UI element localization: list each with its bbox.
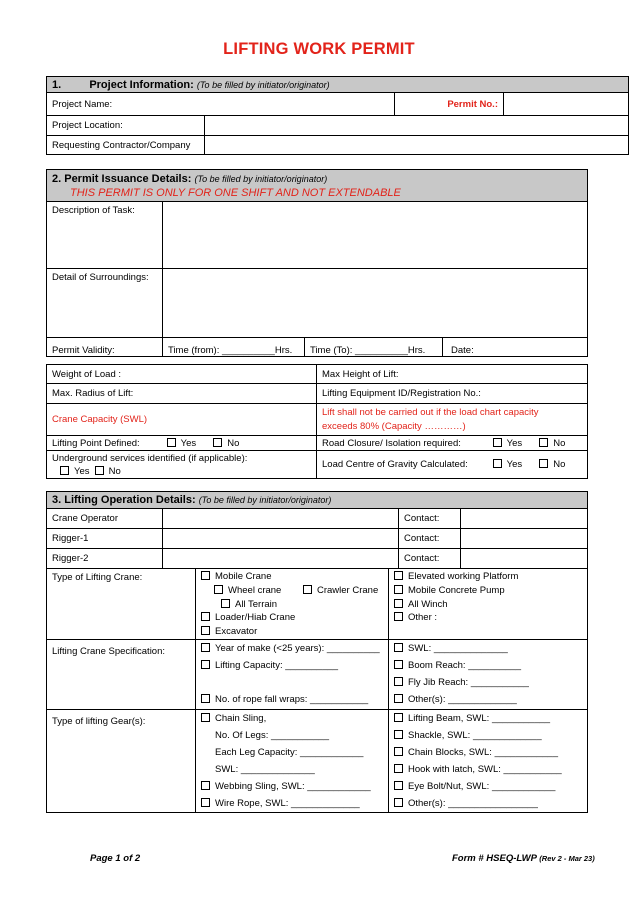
each-leg-field[interactable]: Each Leg Capacity: ____________ bbox=[215, 746, 364, 758]
swl-checkbox[interactable] bbox=[394, 643, 403, 652]
form-number bbox=[452, 853, 595, 864]
boom-reach-field[interactable]: Boom Reach: __________ bbox=[408, 659, 522, 671]
wire-rope-checkbox[interactable] bbox=[201, 798, 210, 807]
chain-blocks-field[interactable]: Chain Blocks, SWL: ____________ bbox=[408, 746, 558, 758]
rigger-1-field[interactable] bbox=[163, 529, 399, 549]
no-label: No bbox=[227, 437, 240, 449]
year-make-field[interactable]: Year of make (<25 years): __________ bbox=[215, 642, 380, 654]
underground-row bbox=[47, 451, 317, 479]
load-chart-line-1: Lift shall not be carried out if the load chart capacity bbox=[322, 406, 539, 418]
load-chart-line-2: exceeds 80% (Capacity …………) bbox=[322, 420, 466, 432]
rigger-2-field[interactable] bbox=[163, 549, 399, 569]
lifting-capacity-checkbox[interactable] bbox=[201, 660, 210, 669]
contact-label: Contact: bbox=[399, 509, 461, 529]
crane-details-table bbox=[46, 568, 588, 813]
lifting-gear-options-1 bbox=[196, 709, 389, 812]
page-number: Page 1 of 2 bbox=[90, 853, 141, 864]
project-location-label: Project Location: bbox=[47, 116, 205, 136]
load-chart-note bbox=[317, 404, 588, 436]
shackle-field[interactable]: Shackle, SWL: _____________ bbox=[408, 729, 542, 741]
excavator-checkbox[interactable] bbox=[201, 626, 210, 635]
permit-no-label: Permit No.: bbox=[395, 93, 504, 116]
no-label: No bbox=[108, 465, 121, 477]
others-gear-field[interactable]: Other(s): _________________ bbox=[408, 797, 538, 809]
underground-label: Underground services identified (if applicable): bbox=[52, 452, 248, 464]
underground-no-checkbox[interactable] bbox=[95, 466, 104, 475]
permit-no-field[interactable] bbox=[504, 93, 629, 116]
crane-type-options-1 bbox=[196, 569, 389, 640]
load-centre-row bbox=[317, 451, 588, 479]
crane-type-label: Type of Lifting Crane: bbox=[47, 569, 196, 640]
permit-warning: THIS PERMIT IS ONLY FOR ONE SHIFT AND NOT EXTENDABLE bbox=[70, 186, 401, 199]
lifting-gear-label: Type of lifting Gear(s): bbox=[47, 709, 196, 812]
rigger-2-contact-field[interactable] bbox=[461, 549, 588, 569]
surroundings-label: Detail of Surroundings: bbox=[47, 269, 163, 338]
rope-wraps-checkbox[interactable] bbox=[201, 694, 210, 703]
crane-type-options-2 bbox=[389, 569, 588, 640]
yes-label: Yes bbox=[180, 437, 197, 449]
section-2-note: (To be filled by initiator/originator) bbox=[194, 173, 328, 184]
wheel-crane-label: Wheel crane bbox=[228, 584, 282, 596]
lift-details-table bbox=[46, 364, 588, 479]
loader-hiab-label: Loader/Hiab Crane bbox=[215, 612, 296, 624]
road-closure-row bbox=[317, 436, 588, 451]
yes-label: Yes bbox=[74, 465, 90, 477]
page-title: LIFTING WORK PERMIT bbox=[223, 40, 415, 58]
no-label: No bbox=[553, 459, 566, 470]
crane-capacity-label: Crane Capacity (SWL) bbox=[47, 404, 317, 436]
section-2-title: 2. Permit Issuance Details: bbox=[52, 172, 192, 185]
contact-label: Contact: bbox=[399, 529, 461, 549]
project-name-field[interactable] bbox=[47, 93, 395, 116]
yes-label: Yes bbox=[506, 437, 523, 449]
lifting-gear-options-2 bbox=[389, 709, 588, 812]
no-label: No bbox=[553, 437, 566, 449]
others-gear-checkbox[interactable] bbox=[394, 798, 403, 807]
description-label: Description of Task: bbox=[47, 202, 163, 269]
crane-spec-options-2 bbox=[389, 639, 588, 709]
section-2-header bbox=[47, 170, 588, 202]
underground-yes-checkbox[interactable] bbox=[60, 466, 69, 475]
yes-label: Yes bbox=[506, 459, 523, 470]
section-1-number: 1. bbox=[52, 78, 62, 91]
excavator-label: Excavator bbox=[215, 626, 258, 638]
contractor-label: Requesting Contractor/Company bbox=[47, 136, 205, 155]
crane-spec-label: Lifting Crane Specification: bbox=[47, 639, 196, 709]
all-winch-label: All Winch bbox=[408, 598, 448, 610]
lifting-capacity-field[interactable]: Lifting Capacity: __________ bbox=[215, 659, 339, 671]
fly-jib-checkbox[interactable] bbox=[394, 677, 403, 686]
contractor-field[interactable] bbox=[205, 136, 629, 155]
section-3-note: (To be filled by initiator/originator) bbox=[198, 495, 332, 505]
eye-bolt-checkbox[interactable] bbox=[394, 781, 403, 790]
concrete-pump-label: Mobile Concrete Pump bbox=[408, 584, 505, 596]
lifting-beam-field[interactable]: Lifting Beam, SWL: ___________ bbox=[408, 712, 551, 724]
road-closure-label: Road Closure/ Isolation required: bbox=[322, 437, 461, 449]
eye-bolt-field[interactable]: Eye Bolt/Nut, SWL: ____________ bbox=[408, 780, 556, 792]
road-closure-yes-checkbox[interactable] bbox=[493, 438, 502, 447]
validity-label: Permit Validity: bbox=[47, 338, 163, 357]
form-revision: (Rev 2 - Mar 23) bbox=[539, 854, 595, 863]
section-3-header bbox=[47, 492, 588, 509]
weight-of-load-label: Weight of Load : bbox=[47, 365, 317, 384]
others-spec-field[interactable]: Other(s): _____________ bbox=[408, 693, 517, 705]
crawler-crane-label: Crawler Crane bbox=[317, 584, 379, 596]
time-to-date-cell bbox=[305, 338, 588, 357]
hook-latch-field[interactable]: Hook with latch, SWL: ___________ bbox=[408, 763, 562, 775]
max-height-label: Max Height of Lift: bbox=[317, 365, 588, 384]
hook-latch-checkbox[interactable] bbox=[394, 764, 403, 773]
road-closure-no-checkbox[interactable] bbox=[539, 438, 548, 447]
other-label: Other : bbox=[408, 612, 438, 624]
lifting-operation-table bbox=[46, 491, 588, 569]
mobile-crane-label: Mobile Crane bbox=[215, 571, 272, 582]
project-location-field[interactable] bbox=[205, 116, 629, 136]
chain-sling-checkbox[interactable] bbox=[201, 713, 210, 722]
wire-rope-field[interactable]: Wire Rope, SWL: _____________ bbox=[215, 797, 360, 809]
crane-spec-options-1 bbox=[196, 639, 389, 709]
contact-label: Contact: bbox=[399, 549, 461, 569]
section-3-title: 3. Lifting Operation Details: bbox=[52, 494, 196, 506]
permit-issuance-table bbox=[46, 169, 588, 357]
no-legs-field[interactable]: No. Of Legs: ___________ bbox=[215, 729, 330, 741]
lifting-beam-checkbox[interactable] bbox=[394, 713, 403, 722]
lifting-point-label: Lifting Point Defined: bbox=[52, 437, 140, 449]
all-terrain-checkbox[interactable] bbox=[221, 599, 230, 608]
rope-wraps-field[interactable]: No. of rope fall wraps: ___________ bbox=[215, 693, 369, 705]
rigger-1-contact-field[interactable] bbox=[461, 529, 588, 549]
form-id: Form # HSEQ-LWP bbox=[452, 853, 537, 864]
crane-operator-field[interactable] bbox=[163, 509, 399, 529]
other-checkbox[interactable] bbox=[394, 612, 403, 621]
elevated-platform-label: Elevated working Platform bbox=[408, 571, 519, 582]
description-field[interactable] bbox=[163, 202, 588, 269]
load-centre-no-checkbox[interactable] bbox=[539, 459, 548, 468]
shackle-checkbox[interactable] bbox=[394, 730, 403, 739]
crane-operator-label: Crane Operator bbox=[47, 509, 163, 529]
rigger-1-label: Rigger-1 bbox=[47, 529, 163, 549]
lifting-point-row bbox=[47, 436, 317, 451]
project-name-label: Project Name: bbox=[52, 98, 113, 110]
time-to-field[interactable]: Time (To): __________Hrs. bbox=[310, 345, 426, 356]
load-centre-label: Load Centre of Gravity Calculated: bbox=[322, 459, 468, 470]
lifting-point-yes-checkbox[interactable] bbox=[167, 438, 176, 447]
section-1-header bbox=[47, 77, 629, 93]
lifting-point-no-checkbox[interactable] bbox=[213, 438, 222, 447]
project-information-table bbox=[46, 76, 629, 155]
chain-blocks-checkbox[interactable] bbox=[394, 747, 403, 756]
all-winch-checkbox[interactable] bbox=[394, 599, 403, 608]
max-radius-label: Max. Radius of Lift: bbox=[47, 384, 317, 404]
load-centre-yes-checkbox[interactable] bbox=[493, 459, 502, 468]
equipment-id-label: Lifting Equipment ID/Registration No.: bbox=[317, 384, 588, 404]
crawler-crane-checkbox[interactable] bbox=[303, 585, 312, 594]
loader-hiab-checkbox[interactable] bbox=[201, 612, 210, 621]
year-make-checkbox[interactable] bbox=[201, 643, 210, 652]
rigger-2-label: Rigger-2 bbox=[47, 549, 163, 569]
chain-swl-field[interactable]: SWL: ______________ bbox=[215, 763, 315, 775]
elevated-platform-checkbox[interactable] bbox=[394, 571, 403, 580]
webbing-sling-field[interactable]: Webbing Sling, SWL: ____________ bbox=[215, 780, 371, 792]
boom-reach-checkbox[interactable] bbox=[394, 660, 403, 669]
fly-jib-field[interactable]: Fly Jib Reach: ___________ bbox=[408, 676, 529, 688]
mobile-crane-checkbox[interactable] bbox=[201, 571, 210, 580]
others-spec-checkbox[interactable] bbox=[394, 694, 403, 703]
crane-operator-contact-field[interactable] bbox=[461, 509, 588, 529]
section-1-note: (To be filled by initiator/originator) bbox=[196, 79, 330, 90]
date-label: Date: bbox=[451, 345, 474, 356]
section-1-title: Project Information: bbox=[89, 78, 194, 91]
wheel-crane-checkbox[interactable] bbox=[214, 585, 223, 594]
concrete-pump-checkbox[interactable] bbox=[394, 585, 403, 594]
chain-sling-label: Chain Sling, bbox=[215, 712, 267, 724]
all-terrain-label: All Terrain bbox=[235, 598, 278, 610]
webbing-sling-checkbox[interactable] bbox=[201, 781, 210, 790]
time-from-field[interactable]: Time (from): __________Hrs. bbox=[163, 338, 305, 357]
swl-field[interactable]: SWL: ______________ bbox=[408, 642, 508, 654]
surroundings-field[interactable] bbox=[163, 269, 588, 338]
